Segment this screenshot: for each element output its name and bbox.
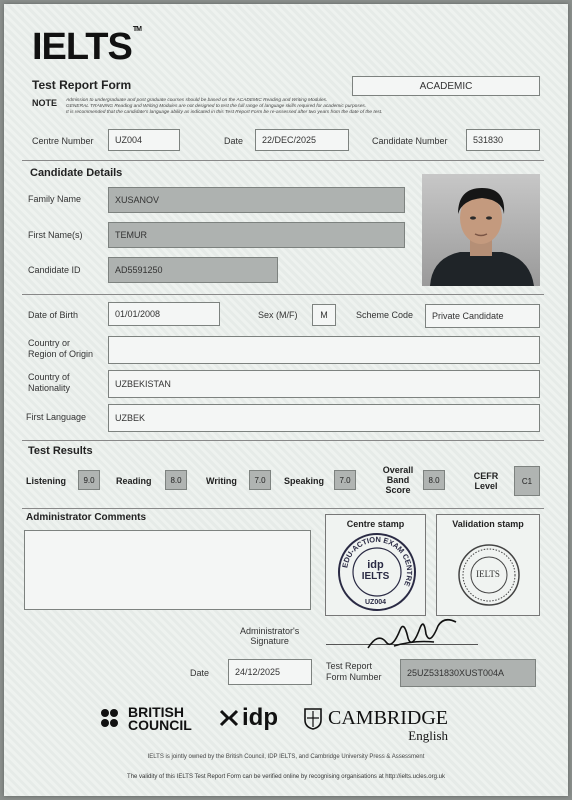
british-council-logo (100, 706, 192, 732)
scheme-code-field (425, 304, 540, 328)
centre-number-field (108, 129, 180, 151)
test-results-heading: Test Results (28, 445, 93, 457)
divider (22, 294, 544, 295)
logo-text: IELTS (32, 26, 132, 68)
test-date-value: 22/DEC/2025 (262, 135, 317, 145)
nationality-label (28, 372, 70, 394)
origin-label-line: Region of Origin (28, 349, 94, 359)
trf-number-label (326, 661, 382, 683)
cefr-label-line: Level (474, 481, 498, 491)
dob-value: 01/01/2008 (115, 309, 161, 319)
reading-score (165, 470, 187, 490)
candidate-number-field (466, 129, 540, 151)
validation-stamp-label: Validation stamp (452, 519, 524, 529)
nationality-label-line: Nationality (28, 383, 71, 393)
validity-text: The validity of this IELTS Test Report Form can be verified online by recognising organisations at http://ielts.ucles.org.uk (127, 774, 445, 780)
overall-band-score (423, 470, 445, 490)
candidate-number-label: Candidate Number (372, 136, 448, 146)
test-report-form (4, 4, 568, 796)
first-name-value: TEMUR (115, 230, 147, 240)
speaking-label: Speaking (284, 476, 325, 486)
signature-icon (364, 612, 464, 656)
reading-label: Reading (116, 476, 152, 486)
scheme-code-value: Private Candidate (432, 311, 504, 321)
issue-date-field (228, 659, 312, 685)
validation-center-text: IELTS (476, 569, 500, 579)
note-line: It is recommended that the candidate's language ability as indicated in this Test Report Form be re-assessed after two years from the date of the test. (66, 110, 383, 115)
bc-line: BRITISH (128, 704, 184, 720)
divider (22, 508, 544, 509)
logo-tm: TM (132, 26, 141, 33)
overall-label-line: Score (385, 485, 411, 495)
origin-label (28, 338, 93, 360)
writing-value: 7.0 (254, 475, 266, 485)
candidate-id-field (108, 257, 278, 283)
signature-label-line: Signature (250, 636, 289, 646)
module-box (352, 76, 540, 96)
trf-number-field (400, 659, 536, 687)
ownership-text: IELTS is jointly owned by the British Council, IDP IELTS, and Cambridge University Press & Assessment (147, 754, 425, 760)
first-name-label: First Name(s) (28, 230, 83, 240)
trf-label-line: Test Report (326, 661, 373, 671)
signature-label (240, 626, 299, 646)
overall-label-line: Band (386, 475, 410, 485)
cambridge-shield-icon (304, 708, 322, 730)
centre-stamp-box (325, 514, 426, 616)
portrait-icon (422, 174, 540, 286)
first-name-field (108, 222, 405, 248)
trf-number-value: 25UZ531830XUST004A (407, 668, 505, 678)
form-title: Test Report Form (32, 78, 132, 92)
dob-label: Date of Birth (28, 310, 79, 320)
note-line: Admission to undergraduate and post graduate courses should be based on the ACADEMIC Reading and Writing Modules. (66, 98, 328, 103)
divider (22, 440, 544, 441)
stamp-center-ielts: IELTS (361, 571, 390, 582)
test-date-label: Date (224, 136, 244, 146)
candidate-photo (422, 174, 540, 286)
sex-label: Sex (M/F) (258, 310, 298, 320)
writing-label: Writing (206, 476, 237, 486)
origin-field (108, 336, 540, 364)
ielts-logo (32, 26, 141, 69)
british-council-dots-icon (100, 708, 126, 730)
family-name-label: Family Name (28, 194, 82, 204)
idp-logo (218, 704, 278, 732)
sex-field (312, 304, 336, 326)
cambridge-text: CAMBRIDGE (328, 707, 449, 729)
nationality-value: UZBEKISTAN (115, 379, 171, 389)
module-value: ACADEMIC (419, 80, 473, 92)
test-date-field (255, 129, 349, 151)
issue-date-label: Date (190, 668, 210, 678)
stamp-ring-text: EDU-ACTION EXAM CENTRE (340, 534, 415, 588)
issue-date-value: 24/12/2025 (235, 667, 281, 677)
candidate-details-heading: Candidate Details (30, 167, 123, 179)
stamp-code: UZ004 (364, 599, 386, 606)
cefr-label-line: CEFR (473, 471, 499, 481)
cefr-level (514, 466, 540, 496)
admin-comments-heading: Administrator Comments (26, 512, 147, 523)
divider (22, 160, 544, 161)
centre-stamp-label: Centre stamp (346, 519, 405, 529)
first-language-field (108, 404, 540, 432)
validation-stamp-box (436, 514, 540, 616)
cefr-label (468, 471, 504, 491)
listening-score (78, 470, 100, 490)
cambridge-logo (304, 708, 448, 743)
scheme-code-label: Scheme Code (356, 310, 414, 320)
cefr-value: C1 (521, 476, 533, 486)
overall-label-line: Overall (382, 465, 414, 475)
dob-field (108, 302, 220, 326)
family-name-value: XUSANOV (115, 195, 160, 205)
cambridge-english-text: English (408, 728, 449, 743)
idp-mark-icon (218, 707, 240, 729)
first-language-label: First Language (26, 412, 87, 422)
sex-value: M (320, 310, 328, 320)
centre-number-label: Centre Number (32, 136, 94, 146)
origin-label-line: Country or (28, 338, 71, 348)
trf-label-line: Form Number (326, 672, 382, 682)
bc-line: COUNCIL (128, 717, 192, 733)
stamp-center-idp: idp (367, 559, 384, 571)
nationality-field (108, 370, 540, 398)
overall-band-label (376, 465, 420, 495)
family-name-field (108, 187, 405, 213)
note-line: GENERAL TRAINING Reading and Writing Modules are not designed to test the full range of language skills required for academic purposes. (66, 104, 367, 109)
admin-comments-box (24, 530, 311, 610)
signature-label-line: Administrator's (240, 626, 300, 636)
writing-score (249, 470, 271, 490)
overall-value: 8.0 (428, 475, 440, 485)
speaking-value: 7.0 (339, 475, 351, 485)
candidate-number-value: 531830 (473, 135, 504, 145)
candidate-id-label: Candidate ID (28, 265, 81, 275)
candidate-id-value: AD5591250 (115, 265, 163, 275)
idp-text: idp (242, 704, 278, 731)
reading-value: 8.0 (170, 475, 182, 485)
listening-label: Listening (26, 476, 66, 486)
centre-number-value: UZ004 (115, 135, 143, 145)
note-text (66, 98, 506, 116)
speaking-score (334, 470, 356, 490)
first-language-value: UZBEK (115, 413, 146, 423)
listening-value: 9.0 (83, 475, 95, 485)
nationality-label-line: Country of (28, 372, 70, 382)
note-label: NOTE (32, 98, 58, 108)
